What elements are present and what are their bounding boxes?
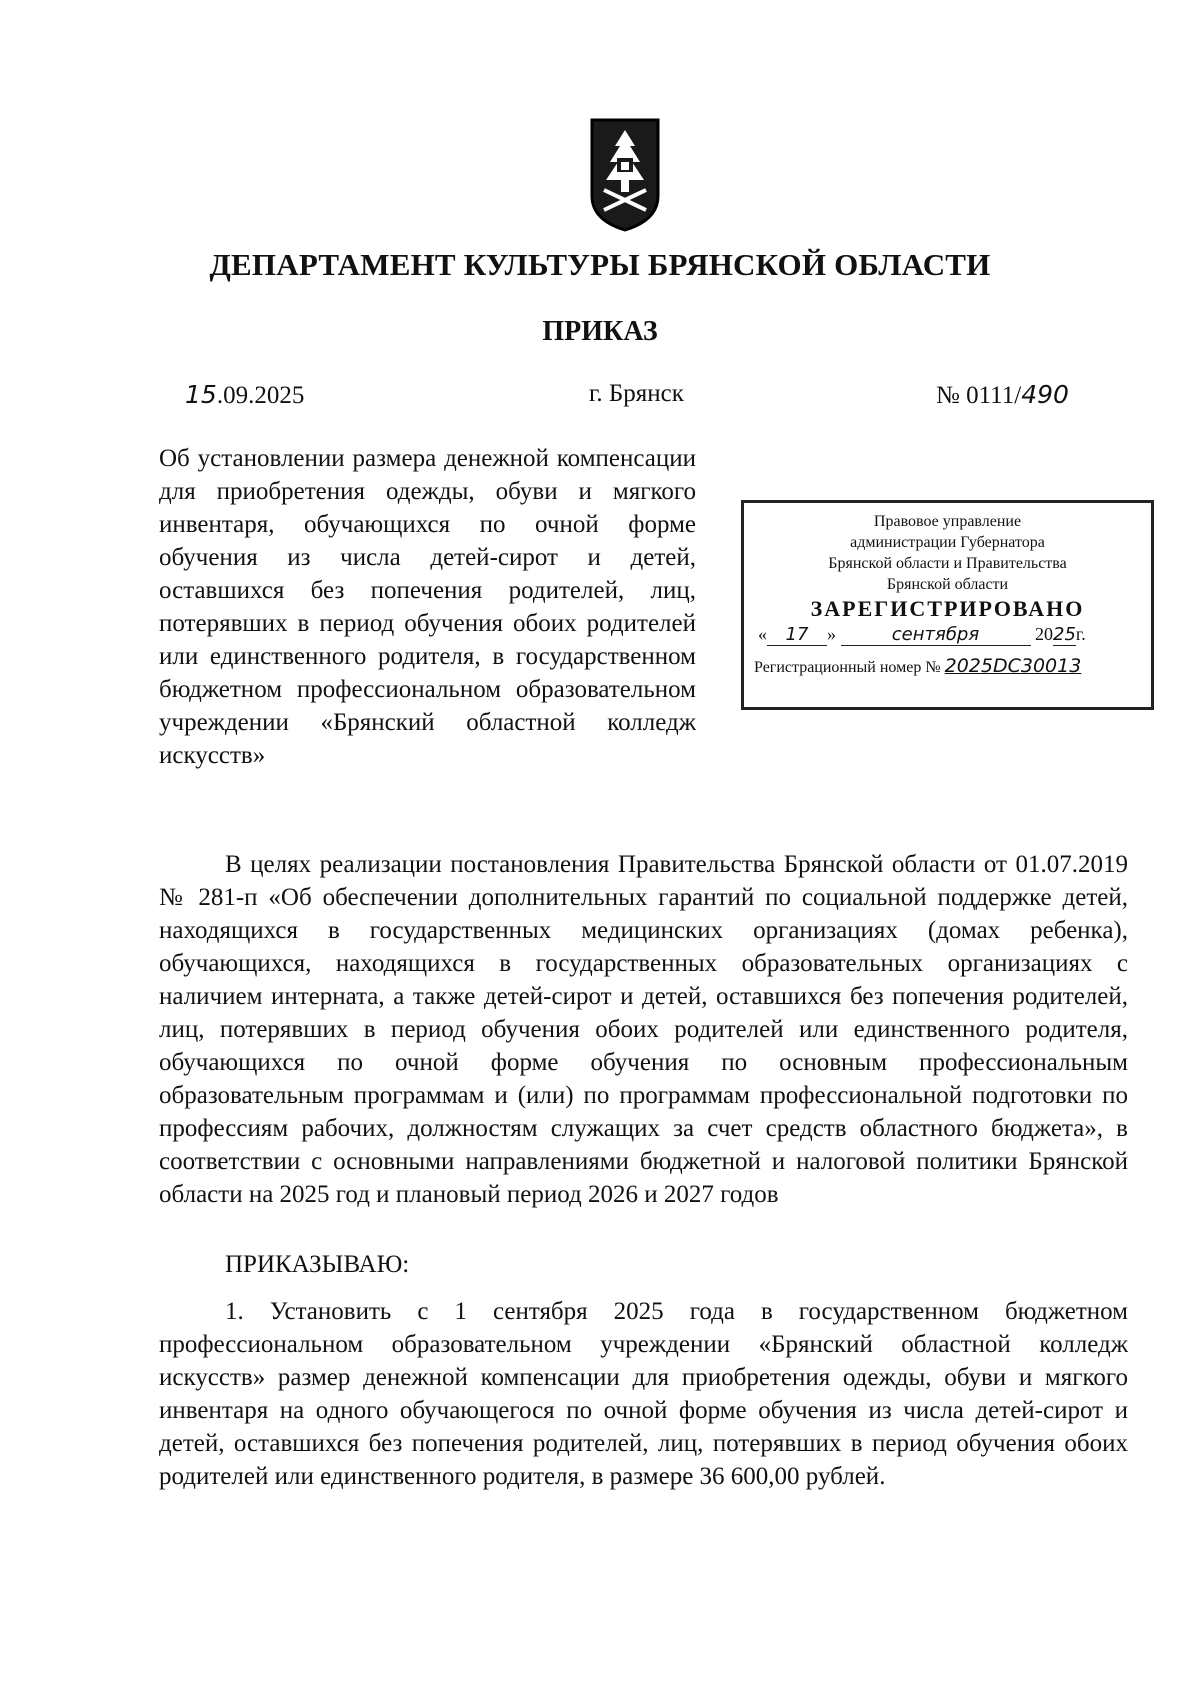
department-title: ДЕПАРТАМЕНТ КУЛЬТУРЫ БРЯНСКОЙ ОБЛАСТИ <box>209 247 991 282</box>
order-number <box>936 380 1069 410</box>
stamp-line-3: Брянской области и Правительства <box>828 555 1067 572</box>
stamp-month: сентября <box>841 624 1031 646</box>
stamp-year-suffix: 25 <box>1053 624 1076 645</box>
handwritten-day: 15 <box>185 380 217 409</box>
stamp-date <box>744 624 1151 646</box>
stamp-open-quote: « <box>758 624 767 644</box>
clause-1-paragraph: 1. Установить с 1 сентября 2025 года в государственном бюджетном профессиональном образовательном учреждении «Брянский областной колледж искусств» размер денежной компенсации для приобретения одежды, обуви и мягкого инвентаря на одного обучающегося по очной форме обучения из числа детей-сирот и детей, оставшихся без попечения родителей, лиц, потерявших в период обучения обоих родителей или единственного родителя, в размере 36 600,00 рублей. <box>159 1298 1128 1490</box>
stamp-year-end: г. <box>1075 624 1086 644</box>
preamble-paragraph: В целях реализации постановления Правительства Брянской области от 01.07.2019 № 281-п «Об обеспечении дополнительных гарантий по социальной поддержке детей, находящихся в государственных медицинских организациях (домах ребенка), обучающихся, находящихся в государственных образовательных организациях с наличием интерната, а также детей-сирот и детей, оставшихся без попечения родителей, лиц, потерявших в период обучения обоих родителей или единственного родителя, обучающихся по очной форме обучения по основным профессиональным образовательным программам и (или) по программам профессиональной подготовки по профессиям рабочих, должностям служащих за счет средств областного бюджета», в соответствии с основными направлениями бюджетной и налоговой политики Брянской области на 2025 год и плановый период 2026 и 2027 годов <box>159 851 1128 1208</box>
order-subject: Об установлении размера денежной компенсации для приобретения одежды, обуви и мягкого инвентаря, обучающихся по очной форме обучения из числа детей-сирот и детей, оставшихся без попечения родителей, лиц, потерявших в период обучения обоих родителей или единственного родителя, в государственном бюджетном профессиональном образовательном учреждении «Брянский областной колледж искусств» <box>159 445 696 769</box>
order-city: г. Брянск <box>589 380 684 407</box>
bryansk-coat-of-arms-icon <box>588 116 662 234</box>
stamp-line-1: Правовое управление <box>873 513 1022 530</box>
stamp-close-quote: » <box>827 624 836 644</box>
order-directive: ПРИКАЗЫВАЮ: <box>225 1251 410 1278</box>
printed-number: № 0111/ <box>936 382 1022 409</box>
stamp-reg-label: Регистрационный номер № <box>754 659 941 676</box>
order-date <box>185 380 304 410</box>
handwritten-number: 490 <box>1021 380 1069 409</box>
stamp-line-4: Брянской области <box>886 576 1009 593</box>
registration-stamp <box>741 500 1154 710</box>
stamp-year-prefix: 20 <box>1035 624 1053 644</box>
document-type: ПРИКАЗ <box>542 316 658 347</box>
stamp-registered: ЗАРЕГИСТРИРОВАНО <box>810 596 1085 621</box>
printed-date-rest: .09.2025 <box>216 382 305 409</box>
stamp-reg-number <box>744 656 1151 678</box>
stamp-day: 17 <box>767 624 827 646</box>
stamp-reg-value: 2025DC30013 <box>944 655 1082 677</box>
stamp-line-2: администрации Губернатора <box>850 534 1045 551</box>
